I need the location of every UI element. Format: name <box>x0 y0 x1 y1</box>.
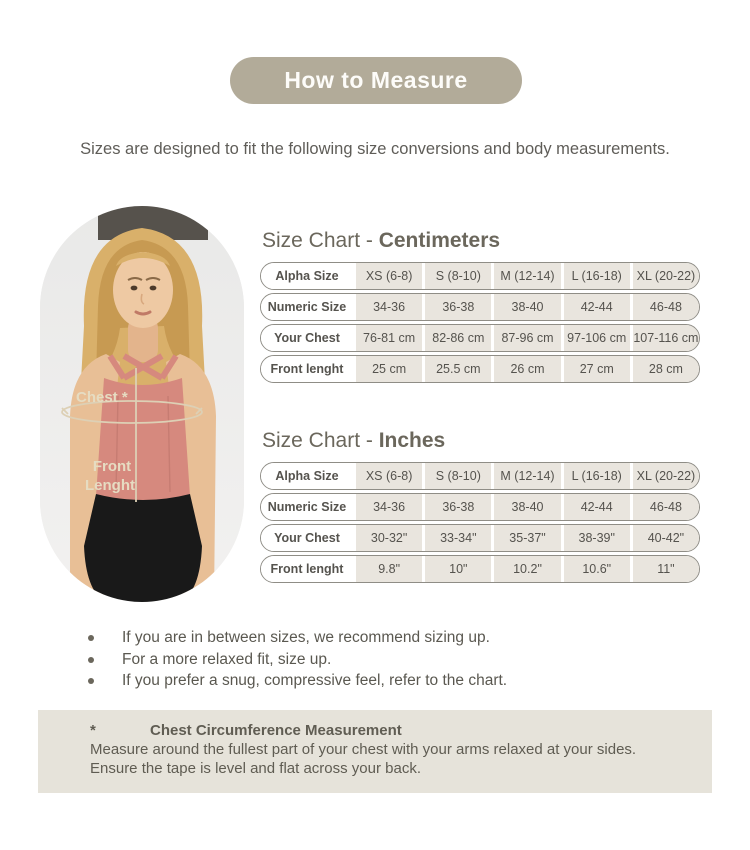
size-value-cell: M (12-14) <box>494 463 560 489</box>
fit-note <box>88 630 507 646</box>
size-value-cell: 97-106 cm <box>564 325 630 351</box>
size-value-cell: 42-44 <box>564 294 630 320</box>
intro-text: Sizes are designed to fit the following size conversions and body measurements. <box>80 140 670 158</box>
size-value-cell: 25 cm <box>356 356 422 382</box>
row-label: Numeric Size <box>261 494 353 520</box>
chest-annotation-label: Chest * <box>76 389 128 406</box>
table-row <box>260 524 700 552</box>
size-value-cell: XL (20-22) <box>633 463 699 489</box>
size-value-cell: S (8-10) <box>425 463 491 489</box>
size-value-cell: 25.5 cm <box>425 356 491 382</box>
size-value-cell: M (12-14) <box>494 263 560 289</box>
face <box>113 252 173 328</box>
footnote-line1: Measure around the fullest part of your chest with your arms relaxed at your sides. <box>90 741 637 758</box>
left-eye <box>131 286 138 291</box>
size-value-cell: 36-38 <box>425 494 491 520</box>
footnote-title: Chest Circumference Measurement <box>150 722 402 739</box>
shorts <box>84 494 202 602</box>
size-value-cell: 26 cm <box>494 356 560 382</box>
cm-title-unit: Centimeters <box>378 229 501 252</box>
size-value-cell: 36-38 <box>425 294 491 320</box>
row-label: Your Chest <box>261 525 353 551</box>
size-value-cell: 42-44 <box>564 494 630 520</box>
bullet-icon <box>88 635 94 641</box>
inches-title-unit: Inches <box>378 429 446 452</box>
size-value-cell: 34-36 <box>356 294 422 320</box>
size-value-cell: L (16-18) <box>564 463 630 489</box>
size-value-cell: 76-81 cm <box>356 325 422 351</box>
size-value-cell: XL (20-22) <box>633 263 699 289</box>
asterisk-marker: * <box>90 722 96 739</box>
size-value-cell: 34-36 <box>356 494 422 520</box>
row-label: Front lenght <box>261 356 353 382</box>
row-label: Front lenght <box>261 556 353 582</box>
right-eye <box>150 286 157 291</box>
fit-notes-list <box>88 630 507 695</box>
size-value-cell: XS (6-8) <box>356 463 422 489</box>
size-value-cell: 9.8" <box>356 556 422 582</box>
front-length-label-line2: Lenght <box>85 477 135 494</box>
size-value-cell: 82-86 cm <box>425 325 491 351</box>
cm-title-prefix: Size Chart - <box>262 229 379 252</box>
size-value-cell: 38-40 <box>494 494 560 520</box>
model-photo <box>40 206 244 602</box>
table-row <box>260 324 700 352</box>
table-row <box>260 462 700 490</box>
size-value-cell: L (16-18) <box>564 263 630 289</box>
size-value-cell: 10.6" <box>564 556 630 582</box>
table-row <box>260 293 700 321</box>
size-value-cell: 46-48 <box>633 294 699 320</box>
size-value-cell: 87-96 cm <box>494 325 560 351</box>
cm-table-title <box>262 229 500 253</box>
table-row <box>260 355 700 383</box>
row-label: Numeric Size <box>261 294 353 320</box>
size-value-cell: 30-32" <box>356 525 422 551</box>
size-value-cell: 107-116 cm <box>633 325 699 351</box>
table-row <box>260 493 700 521</box>
size-value-cell: 38-39" <box>564 525 630 551</box>
fit-note-text: For a more relaxed fit, size up. <box>122 650 332 668</box>
size-value-cell: 38-40 <box>494 294 560 320</box>
bullet-icon <box>88 657 94 663</box>
size-table-inches <box>260 462 700 586</box>
fit-note <box>88 652 507 668</box>
size-value-cell: 11" <box>633 556 699 582</box>
row-label: Your Chest <box>261 325 353 351</box>
size-value-cell: 28 cm <box>633 356 699 382</box>
fit-note-text: If you are in between sizes, we recommend sizing up. <box>122 629 490 646</box>
size-table-centimeters <box>260 262 700 386</box>
footnote-title-row <box>90 721 692 740</box>
row-label: Alpha Size <box>261 463 353 489</box>
front-length-label-line1: Front <box>92 458 132 475</box>
size-value-cell: 40-42" <box>633 525 699 551</box>
badge-label: How to Measure <box>284 67 468 93</box>
model-illustration <box>40 206 244 602</box>
fit-note-text: If you prefer a snug, compressive feel, refer to the chart. <box>122 672 508 689</box>
size-value-cell: 27 cm <box>564 356 630 382</box>
size-value-cell: 10.2" <box>494 556 560 582</box>
table-row <box>260 555 700 583</box>
footnote-line2: Ensure the tape is level and flat across your back. <box>90 760 422 777</box>
table-row <box>260 262 700 290</box>
size-value-cell: 33-34" <box>425 525 491 551</box>
footnote-box <box>38 710 712 793</box>
inches-table-title <box>262 429 445 453</box>
size-value-cell: S (8-10) <box>425 263 491 289</box>
inches-title-prefix: Size Chart - <box>262 429 379 452</box>
bullet-icon <box>88 678 94 684</box>
size-value-cell: XS (6-8) <box>356 263 422 289</box>
size-value-cell: 46-48 <box>633 494 699 520</box>
how-to-measure-badge <box>230 57 522 104</box>
size-value-cell: 35-37" <box>494 525 560 551</box>
fit-note <box>88 673 507 689</box>
size-value-cell: 10" <box>425 556 491 582</box>
row-label: Alpha Size <box>261 263 353 289</box>
